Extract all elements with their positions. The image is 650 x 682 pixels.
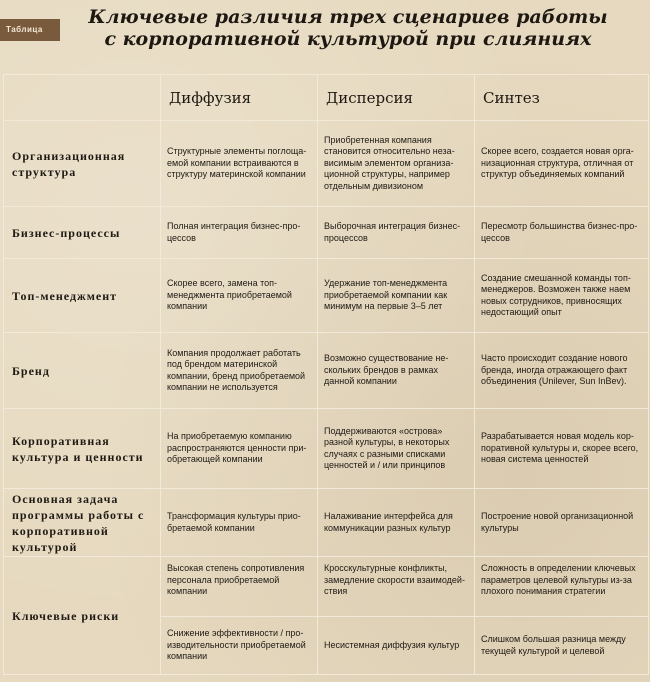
- table-row: [4, 489, 649, 557]
- table-row: [4, 333, 649, 409]
- table-cell: Создание смешанной команды топ-менеджеров. Возможен также наем новых сотрудников, привносящих недостающий опыт: [475, 259, 649, 333]
- table-cell: Компания продолжает работать под брендом материнской компании, бренд приобретаемой компании не используется: [161, 333, 318, 409]
- title-line-1: Ключевые различия трех сценариев работы: [88, 6, 608, 28]
- table-cell: Полная интеграция бизнес-процессов: [161, 207, 318, 259]
- table-cell: Построение новой организационной культуры: [475, 489, 649, 557]
- table-cell: Скорее всего, создается новая организационная структура, отличная от структур объединяемых компаний: [475, 121, 649, 207]
- column-header: Дисперсия: [318, 75, 475, 121]
- table-tag: Таблица: [0, 19, 60, 41]
- table-row: [4, 259, 649, 333]
- table-cell: Возможно существование нескольких брендов в рамках данной компании: [318, 333, 475, 409]
- page-title: [78, 6, 618, 50]
- table-cell: На приобретаемую компанию распространяются ценности приобретающей компании: [161, 409, 318, 489]
- table-cell: Высокая степень сопротивления персонала приобретаемой компании: [161, 557, 318, 617]
- table-cell: Кросскультурные конфликты, замедление скорости взаимодействия: [318, 557, 475, 617]
- table-cell: Снижение эффективности / производительности приобретаемой компании: [161, 617, 318, 675]
- table-cell: Выборочная интеграция бизнес-процессов: [318, 207, 475, 259]
- table-cell: Структурные элементы поглощаемой компании встраиваются в структуру материнской компании: [161, 121, 318, 207]
- row-header: Основная задача программы работы с корпоративной культурой: [4, 489, 161, 557]
- table-cell: Пересмотр большинства бизнес-процессов: [475, 207, 649, 259]
- row-header: Топ-менеджмент: [4, 259, 161, 333]
- table-cell: Сложность в определении ключевых параметров целевой культуры из-за плохого понимания стратегии: [475, 557, 649, 617]
- table-row: [4, 409, 649, 489]
- table-cell: Трансформация культуры приобретаемой компании: [161, 489, 318, 557]
- header-row: [4, 75, 649, 121]
- table-row: [4, 121, 649, 207]
- table-cell: Слишком большая разница между текущей культурой и целевой: [475, 617, 649, 675]
- table-cell: Приобретенная компания становится относительно независимым элементом организационной структуры, например отдельным дивизионом: [318, 121, 475, 207]
- title-line-2: с корпоративной культурой при слияниях: [104, 28, 592, 50]
- table-row: [4, 207, 649, 259]
- row-header: Ключевые риски: [4, 557, 161, 675]
- column-header: Диффузия: [161, 75, 318, 121]
- table-cell: Разрабатывается новая модель корпоративной культуры и, скорее всего, новая система ценностей: [475, 409, 649, 489]
- table-cell: Удержание топ-менеджмента приобретаемой компании как минимум на первые 3–5 лет: [318, 259, 475, 333]
- table-cell: Поддерживаются «острова» разной культуры, в некоторых случаях с разными списками ценностей и / или принципов: [318, 409, 475, 489]
- row-header: Бизнес-процессы: [4, 207, 161, 259]
- column-header: Синтез: [475, 75, 649, 121]
- row-header: Корпоративная культура и ценности: [4, 409, 161, 489]
- table-cell: Скорее всего, замена топ-менеджмента приобретаемой компании: [161, 259, 318, 333]
- table-cell: Часто происходит создание нового бренда, иногда отражающего факт объединения (Unilever, Sun InBev).: [475, 333, 649, 409]
- corner-cell: [4, 75, 161, 121]
- table-cell: Несистемная диффузия культур: [318, 617, 475, 675]
- row-header: Бренд: [4, 333, 161, 409]
- comparison-table: [3, 74, 649, 675]
- table-cell: Налаживание интерфейса для коммуникации разных культур: [318, 489, 475, 557]
- table-row: [4, 557, 649, 617]
- row-header: Организационная структура: [4, 121, 161, 207]
